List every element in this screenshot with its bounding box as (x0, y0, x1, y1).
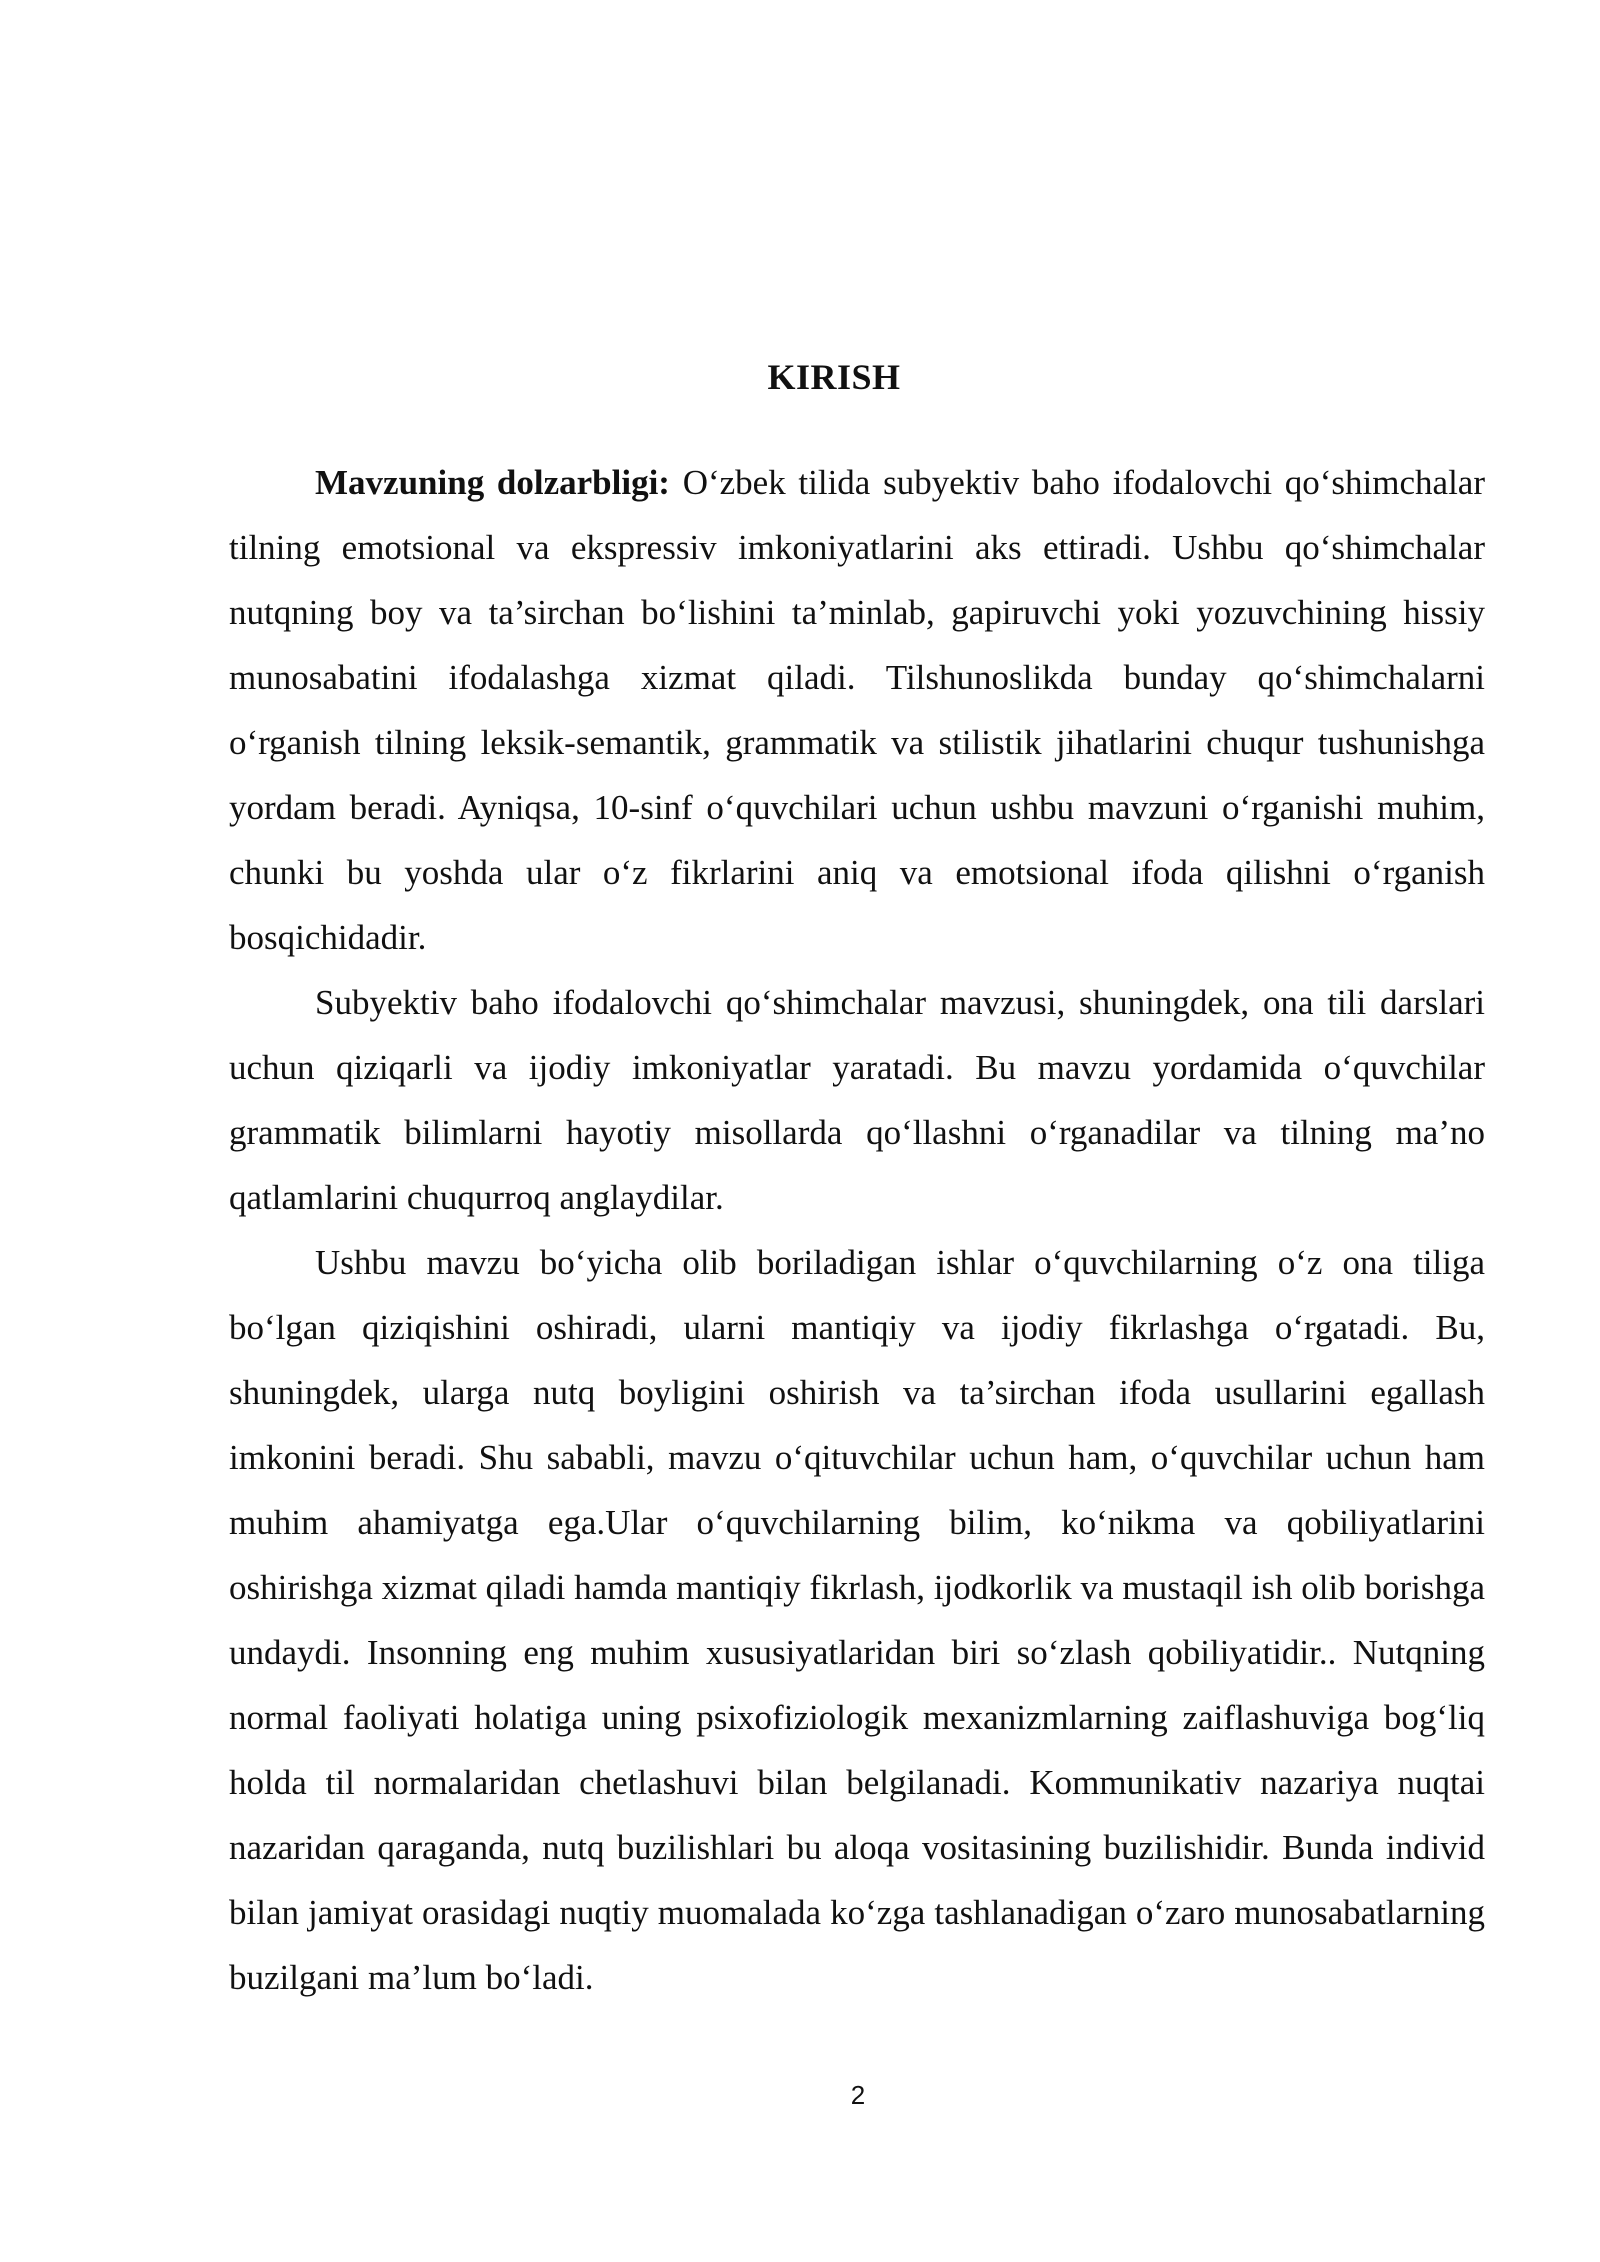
paragraph-3: Ushbu mavzu bo‘yicha olib boriladigan ishlar o‘quvchilarning o‘z ona tiliga bo‘lgan qiziqishini oshiradi, ularni mantiqiy va ijodiy fikrlashga o‘rgatadi. Bu, shuningdek, ularga nutq boyligini oshirish va ta’sirchan ifoda usullarini egallash imkonini beradi. Shu sababli, mavzu o‘qituvchilar uchun ham, o‘quvchilar uchun ham muhim ahamiyatga ega.Ular o‘quvchilarning bilim, ko‘nikma va qobiliyatlarini oshirishga xizmat qiladi hamda mantiqiy fikrlash, ijodkorlik va mustaqil ish olib borishga undaydi. Insonning eng muhim xususiyatlaridan biri so‘zlash qobiliyatidir.. Nutqning normal faoliyati holatiga uning psixofiziologik mexanizmlarning zaiflashuviga bog‘liq holda til normalaridan chetlashuvi bilan belgilanadi. Kommunikativ nazariya nuqtai nazaridan qaraganda, nutq buzilishlari bu aloqa vositasining buzilishidir. Bunda individ bilan jamiyat orasidagi nuqtiy muomalada ko‘zga tashlanadigan o‘zaro munosabatlarning buzilgani ma’lum bo‘ladi. (229, 1243, 1485, 1997)
body-text (229, 450, 1485, 2010)
page-number: 2 (850, 2080, 866, 2110)
relevance-text: O‘zbek tilida subyektiv baho ifodalovchi qo‘shimchalar tilning emotsional va ekspressiv imkoniyatlarini aks ettiradi. Ushbu qo‘shimchalar nutqning boy va ta’sirchan bo‘lishini ta’minlab, gapiruvchi yoki yozuvchining hissiy munosabatini ifodalashga xizmat qiladi. Tilshunoslikda bunday qo‘shimchalarni o‘rganish tilning leksik-semantik, grammatik va stilistik jihatlarini chuqur tushunishga yordam beradi. Ayniqsa, 10-sinf o‘quvchilari uchun ushbu mavzuni o‘rganishi muhim, chunki bu yoshda ular o‘z fikrlarini aniq va emotsional ifoda qilishni o‘rganish bosqichidadir. (229, 463, 1485, 957)
section-heading: KIRISH (767, 357, 901, 397)
paragraph-2: Subyektiv baho ifodalovchi qo‘shimchalar mavzusi, shuningdek, ona tili darslari uchun qiziqarli va ijodiy imkoniyatlar yaratadi. Bu mavzu yordamida o‘quvchilar grammatik bilimlarni hayotiy misollarda qo‘llashni o‘rganadilar va tilning ma’no qatlamlarini chuqurroq anglaydilar. (229, 983, 1485, 1217)
relevance-label: Mavzuning dolzarbligi: (315, 463, 670, 502)
paragraph-relevance (229, 450, 1485, 970)
